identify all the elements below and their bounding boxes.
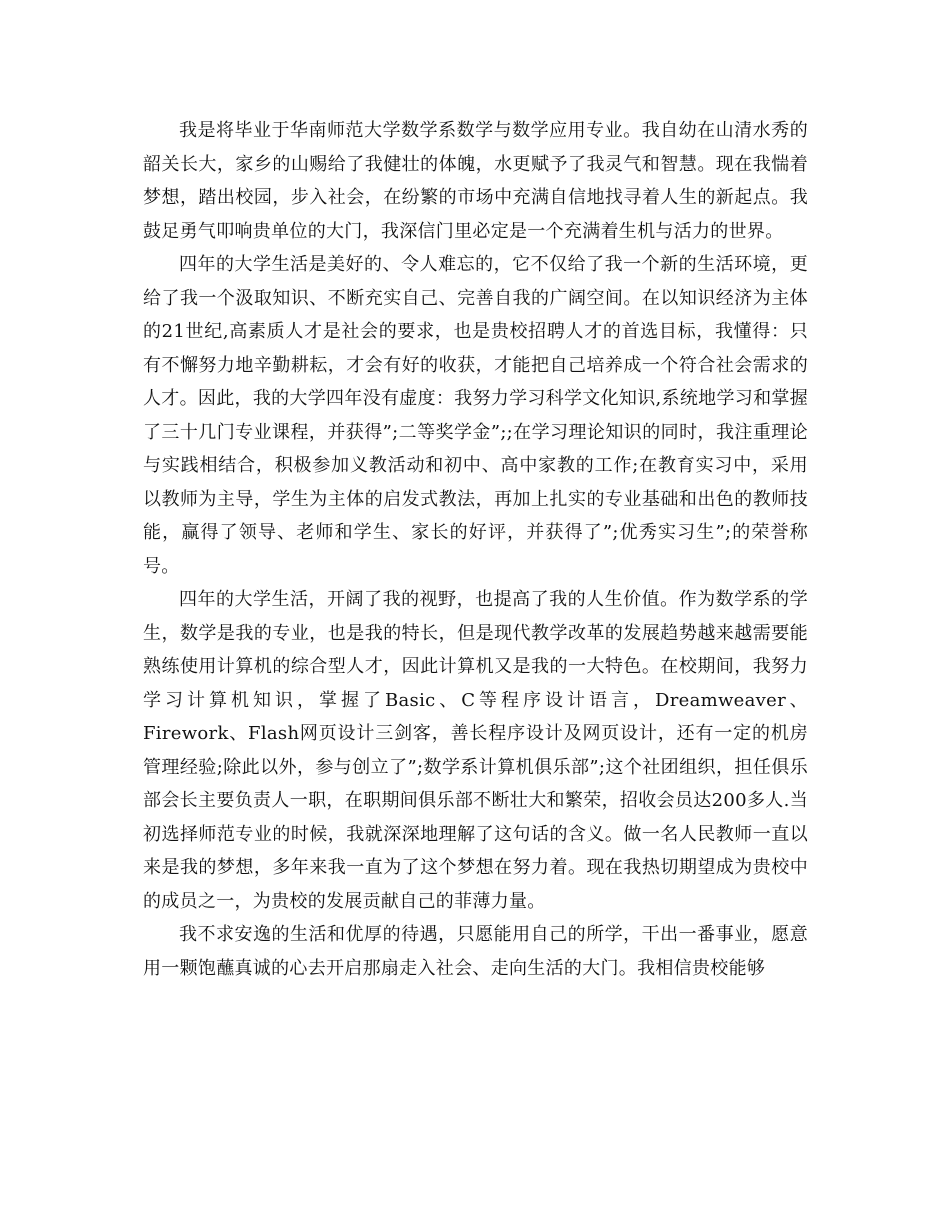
- paragraph-university-life: 四年的大学生活是美好的、令人难忘的，它不仅给了我一个新的生活环境，更给了我一个汲取知识、不断充实自己、完善自我的广阔空间。在以知识经济为主体的21世纪,高素质人才是社会的要求，也是贵校招聘人才的首选目标，我懂得：只有不懈努力地辛勤耕耘，才会有好的收获，才能把自己培养成一个符合社会需求的人才。因此，我的大学四年没有虚度：我努力学习科学文化知识,系统地学习和掌握了三十几门专业课程，并获得”;二等奖学金”;;在学习理论知识的同时，我注重理论与实践相结合，积极参加义教活动和初中、高中家教的工作;在教育实习中，采用以教师为主导，学生为主体的启发式教法，再加上扎实的专业基础和出色的教师技能，赢得了领导、老师和学生、家长的好评，并获得了”;优秀实习生”;的荣誉称号。: [143, 254, 808, 577]
- paragraph-introduction: 我是将毕业于华南师范大学数学系数学与数学应用专业。我自幼在山清水秀的韶关长大，家乡的山赐给了我健壮的体魄，水更赋予了我灵气和智慧。现在我惴着梦想，踏出校园，步入社会，在纷繁的市场中充满自信地找寻着人生的新起点。我鼓足勇气叩响贵单位的大门，我深信门里必定是一个充满着生机与活力的世界。: [143, 120, 808, 242]
- paragraph-computer-skills: 四年的大学生活，开阔了我的视野，也提高了我的人生价值。作为数学系的学生，数学是我的专业，也是我的特长，但是现代教学改革的发展趋势越来越需要能熟练使用计算机的综合型人才，因此计算机又是我的一大特色。在校期间，我努力学习计算机知识，掌握了Basic、C等程序设计语言，Dreamweaver、Firework、Flash网页设计三剑客，善长程序设计及网页设计，还有一定的机房管理经验;除此以外，参与创立了”;数学系计算机俱乐部”;这个社团组织，担任俱乐部会长主要负责人一职，在职期间俱乐部不断壮大和繁荣，招收会员达200多人.当初选择师范专业的时候，我就深深地理解了这句话的含义。做一名人民教师一直以来是我的梦想，多年来我一直为了这个梦想在努力着。现在我热切期望成为贵校中的成员之一，为贵校的发展贡献自己的菲薄力量。: [143, 589, 808, 912]
- letter-body: [143, 114, 808, 985]
- paragraph-closing: 我不求安逸的生活和优厚的待遇，只愿能用自己的所学，干出一番事业，愿意用一颗饱蘸真诚的心去开启那扇走入社会、走向生活的大门。我相信贵校能够: [143, 924, 808, 979]
